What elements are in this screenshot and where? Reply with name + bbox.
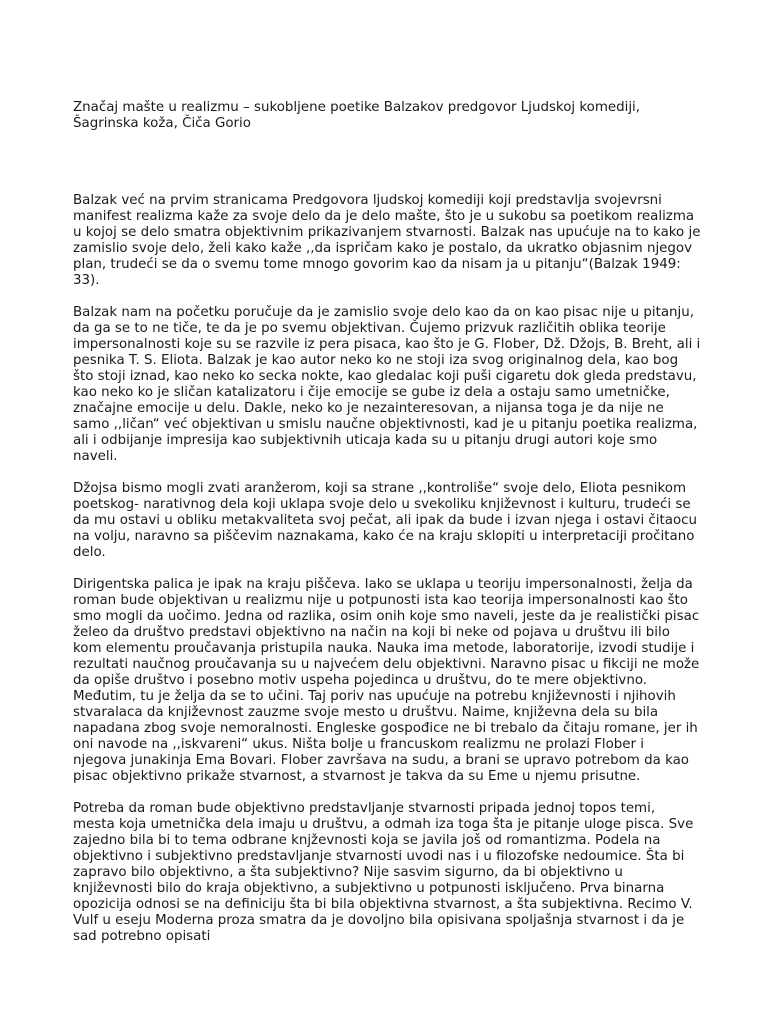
document-title: Značaj mašte u realizmu – sukobljene poetike Balzakov predgovor Ljudskoj komediji, Šagrinska koža, Čiča Gorio xyxy=(73,100,641,131)
paragraph: Potreba da roman bude objektivno predstavljanje stvarnosti pripada jednoj topos temi, mesta koja umetnička dela imaju u društvu, a odmah iza toga šta je pitanje uloge pisca. Sve zajedno bila bi to tema odbrane knjževnosti koja se javila još od romantizma. Podela na objektivno i subjektivno predstavljanje stvarnosti uvodi nas i u filozofske nedoumice. Šta bi zapravo bilo objektivno, a šta subjektivno? Nije sasvim sigurno, da bi objektivno u književnosti bilo do kraja objektivno, a subjektivno u potpunosti isključeno. Prva binarna opozicija odnosi se na definiciju šta bi bila objektivna stvarnost, a šta subjektivna. Recimo V. Vulf u eseju Moderna proza smatra da je dovoljno bila opisivana spoljašnja stvarnost i da je sad potrebno opisati xyxy=(73,801,694,944)
paragraph: Dirigentska palica je ipak na kraju piščeva. Iako se uklapa u teoriju impersonalnosti, želja da roman bude objektivan u realizmu nije u potpunosti ista kao teorija impersonalnosti kao što smo mogli da uočimo. Jedna od razlika, osim onih koje smo naveli, jeste da je realistički pisac želeo da društvo predstavi objektivno na način na koji bi neke od pojava u društvu ili bilo kom elementu proučavanja pristupila nauka. Nauka ima metode, laboratorije, izvodi studije i rezultati naučnog proučavanja su u najvećem delu objektivni. Naravno pisac u fikciji ne može da opiše društvo i posebno motiv uspeha pojedinca u društvu, do te mere objektivno. Međutim, tu je želja da se to učini. Taj poriv nas upućuje na potrebu književnosti i njihovih stvaralaca da književnost zauzme svoje mesto u društvu. Naime, književna dela su bila napadana zbog svoje nemoralnosti. Engleske gospođice ne bi trebalo da čitaju romane, jer ih oni navode na ,,iskvareni“ ukus. Ništa bolje u francuskom realizmu ne prolazi Flober i njegova junakinja Ema Bovari. Flober završava na sudu, a brani se upravo potrebom da kao pisac objektivno prikaže stvarnost, a stvarnost je takva da su Eme u njemu prisutne. xyxy=(73,577,700,784)
paragraph: Balzak nam na početku poručuje da je zamislio svoje delo kao da on kao pisac nije u pitanju, da ga se to ne tiče, te da je po svemu objektivan. Čujemo prizvuk različitih oblika teorije impersonalnosti koje su se razvile iz pera pisaca, kao što je G. Flober, Dž. Džojs, B. Breht, ali i pesnika T. S. Eliota. Balzak je kao autor neko ko ne stoji iza svog originalnog dela, kao bog što stoji iznad, kao neko ko secka nokte, kao gledalac koji puši cigaretu dok gleda predstavu, kao neko ko je sličan katalizatoru i čije emocije se gube iz dela a ostaju samo umetničke, značajne emocije u delu. Dakle, neko ko je nezainteresovan, a nijansa toga je da nije ne samo ,,ličan“ već objektivan u smislu naučne objektivnosti, kad je u pitanju poetika realizma, ali i odbijanje impresija kao subjektivnih uticaja kada su u pitanju drugi autori koje smo naveli. xyxy=(73,305,701,464)
paragraph: Džojsa bismo mogli zvati aranžerom, koji sa strane ,,kontroliše“ svoje delo, Eliota pesnikom poetskog- narativnog dela koji uklapa svoje delo u svekoliku književnost i kulturu, trudeći se da mu ostavi u obliku metakvaliteta svoj pečat, ali ipak da bude i izvan njega i ostavi čitaocu na volju, naravno sa piščevim naznakama, kako će na kraju sklopiti u interpretaciji pročitano delo. xyxy=(73,481,698,560)
document-body xyxy=(73,193,701,961)
paragraph: Balzak već na prvim stranicama Predgovora ljudskoj komediji koji predstavlja svojevrsni manifest realizma kaže za svoje delo da je delo mašte, što je u sukobu sa poetikom realizma u kojoj se delo smatra objektivnim prikazivanjem stvarnosti. Balzak nas upućuje na to kako je zamislio svoje delo, želi kako kaže ,,da ispričam kako je postalo, da ukratko objasnim njegov plan, trudeći se da o svemu tome mnogo govorim kao da nisam ja u pitanju“(Balzak 1949: 33). xyxy=(73,193,701,288)
